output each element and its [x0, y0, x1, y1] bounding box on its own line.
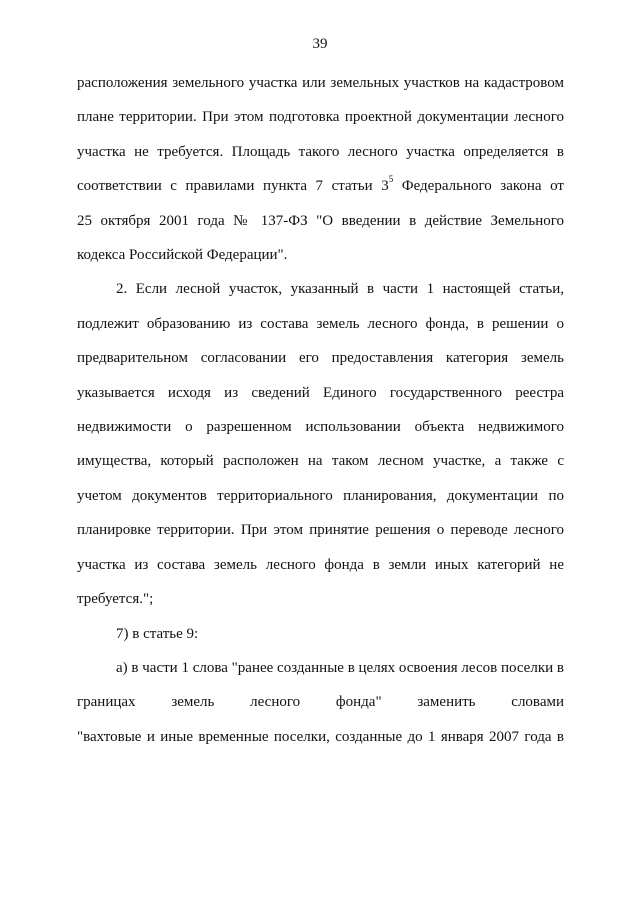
paragraph-2: [77, 272, 564, 616]
text-line: имущества, который расположен на таком лесном участке, а также с: [77, 453, 564, 470]
text-line: планировке территории. При этом принятие решения о переводе лесного: [77, 522, 564, 539]
text-line: недвижимости о разрешенном использовании объекта недвижимого: [77, 419, 564, 436]
text-line: подлежит образованию из состава земель лесного фонда, в решении о: [77, 315, 564, 332]
text-line: "вахтовые и иные временные поселки, созданные до 1 января 2007 года в: [77, 728, 564, 745]
document-body: [77, 66, 564, 754]
text-line: учетом документов территориального планирования, документации по: [77, 487, 564, 504]
text-line: требуется.";: [77, 591, 154, 608]
paragraph-1: [77, 66, 564, 272]
text-line: указывается исходя из сведений Единого государственного реестра: [77, 384, 564, 401]
paragraph-3: [77, 617, 564, 651]
text-fragment: Федерального закона от: [393, 178, 564, 195]
text-line: расположения земельного участка или земельных участков на кадастровом: [77, 75, 564, 91]
text-line: участка из состава земель лесного фонда в земли иных категорий не: [77, 556, 564, 573]
text-line: 7) в статье 9:: [116, 625, 199, 642]
text-line-with-superscript: [77, 169, 564, 203]
paragraph-4: [77, 651, 564, 754]
text-line: а) в части 1 слова "ранее созданные в целях освоения лесов поселки в: [116, 659, 564, 676]
text-line: границах земель лесного фонда" заменить словами: [77, 694, 564, 711]
text-fragment: соответствии с правилами пункта 7 статьи 3: [77, 178, 389, 195]
text-line: 25 октября 2001 года № 137-ФЗ "О введении в действие Земельного: [77, 212, 564, 229]
text-line: предварительном согласовании его предоставления категория земель: [77, 350, 564, 367]
text-line: 2. Если лесной участок, указанный в части 1 настоящей статьи,: [116, 281, 564, 298]
page-number: 39: [312, 36, 328, 52]
text-line: плане территории. При этом подготовка проектной документации лесного: [77, 109, 564, 126]
text-line: участка не требуется. Площадь такого лесного участка определяется в: [77, 143, 564, 160]
superscript: 5: [388, 174, 394, 185]
text-line: кодекса Российской Федерации".: [77, 247, 288, 264]
